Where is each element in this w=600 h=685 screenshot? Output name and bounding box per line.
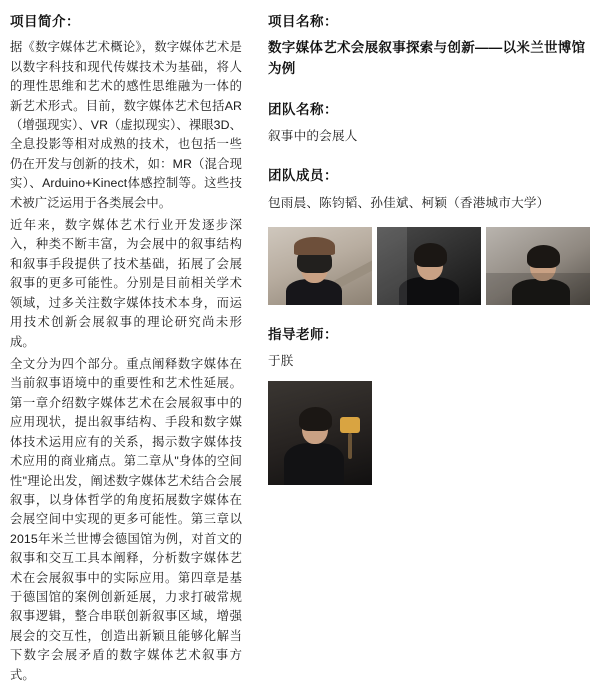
advisor-photo	[268, 381, 372, 485]
right-column	[252, 0, 600, 534]
photo-body-shape	[284, 443, 344, 485]
team-photo-2	[377, 227, 481, 305]
photo-light-accent	[377, 227, 407, 305]
advisor-label: 指导老师：	[268, 326, 338, 342]
left-column	[0, 0, 252, 682]
team-name-value: 叙事中的会展人	[268, 129, 358, 144]
team-name-label: 团队名称：	[268, 102, 338, 118]
intro-paragraph-2: 近年来，数字媒体艺术行业开发逐步深入，种类不断丰富，为会展中的叙事结构和叙事手段提供了技术基础，拓展了会展叙事的更多可能性。分别是目前相关学术领域，过多关注数字媒体技术本身，而运用技术创新会展叙事的理论研究尚未形成。	[10, 218, 242, 349]
team-members-value: 包雨晨、陈钧韬、孙佳斌、柯颖（香港城市大学）	[268, 195, 550, 210]
project-name-label: 项目名称：	[268, 14, 338, 29]
project-intro-heading: 项目简介：	[10, 14, 80, 29]
team-members-label: 团队成员：	[268, 168, 338, 184]
team-photo-3	[486, 227, 590, 305]
photo-lamp-stand-shape	[348, 433, 352, 459]
project-name-value: 数字媒体艺术会展叙事探索与创新——以米兰世博馆为例	[268, 40, 586, 77]
advisor-value: 于朕	[268, 354, 294, 369]
photo-body-shape	[399, 277, 459, 305]
photo-hat-shape	[294, 237, 335, 255]
photo-hair-shape	[414, 243, 447, 267]
photo-hair-shape	[299, 407, 332, 431]
intro-paragraph-1: 据《数字媒体艺术概论》，数字媒体艺术是以数字科技和现代传媒技术为基础，将人的理性思维和艺术的感性思维融为一体的新艺术形式。目前，数字媒体艺术包括AR（增强现实）、VR（虚拟现实）、裸眼3D、全息投影等相对成熟的技术，也包括一些仍在开发与创新的技术，如：MR（混合现实）、Arduino+Kinect体感控制等。这些技术被广泛运用于各类展会中。	[10, 40, 242, 210]
photo-shadow-accent	[486, 273, 590, 305]
team-photo-row	[268, 227, 590, 305]
photo-lamp-shape	[340, 417, 360, 433]
team-photo-1	[268, 227, 372, 305]
intro-paragraph-3: 全文分为四个部分。重点阐释数字媒体在当前叙事语境中的重要性和艺术性延展。第一章介绍数字媒体艺术在会展叙事中的应用现状，提出叙事结构、手段和数字媒体技术运用应有的关系，揭示数字媒体技术应用的商业痛点。第二章从"身体的空间性"理论出发，阐述数字媒体艺术结合会展叙事，以身体哲学的角度拓展数字媒体在会展空间中实现的更多可能性。第三章以2015年米兰世博会德国馆为例，对首文的叙事和交互工具本阐释，分析数字媒体艺术在会展叙事中的实际应用。第四章是基于德国馆的案例创新延展，力求打破常规叙事逻辑，整合串联创新叙事区域，增强展会的交互性，创造出新颖且能够化解当下数字会展矛盾的数字媒体艺术叙事方式。	[10, 357, 242, 682]
photo-hair-shape	[527, 245, 560, 268]
